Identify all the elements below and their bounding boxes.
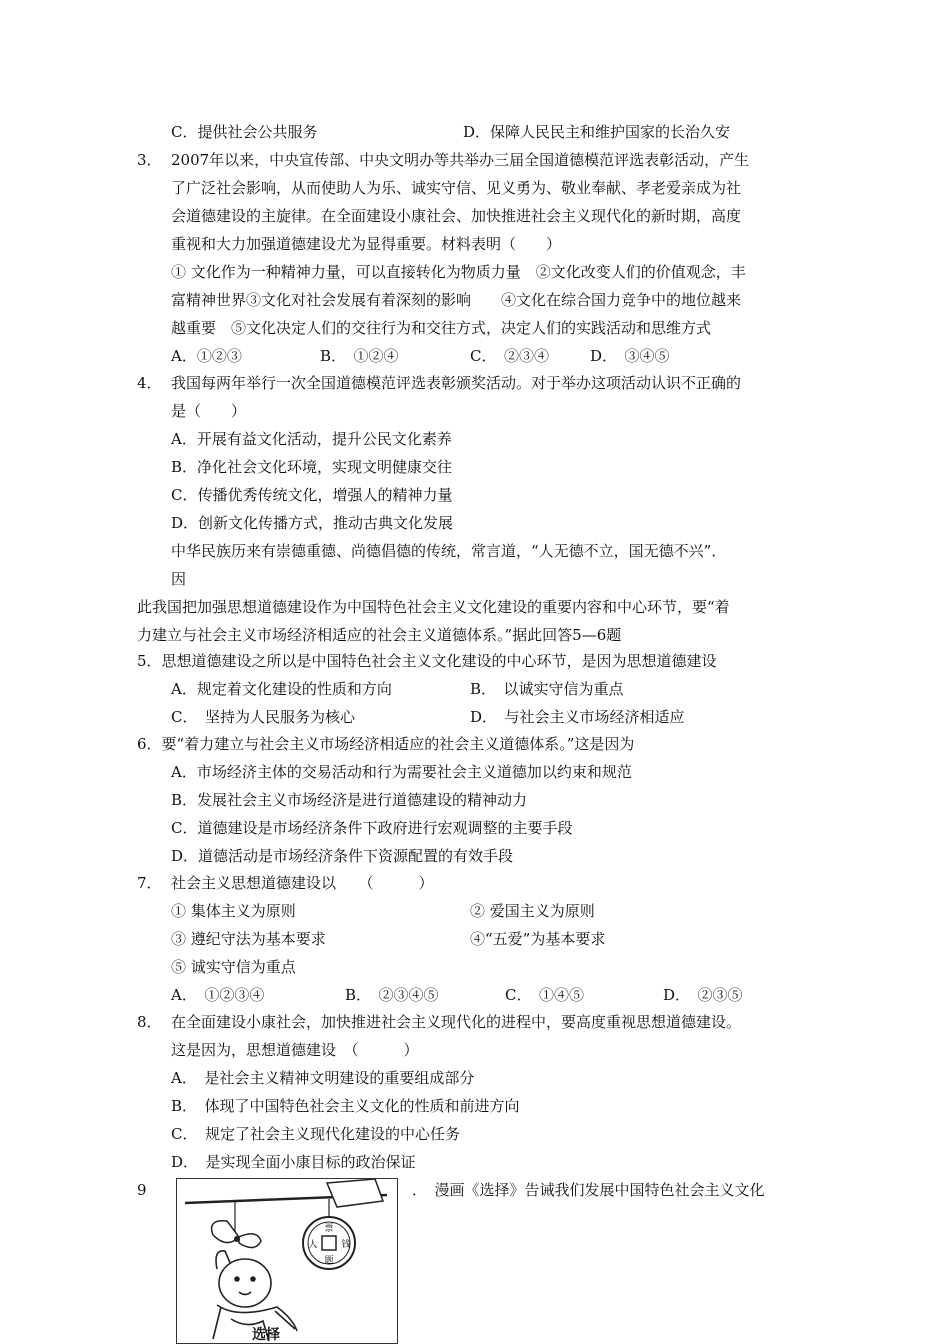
q4-option-a: A．开展有益文化活动，提升公民文化素养: [171, 430, 452, 448]
q3-option-d: D． ③④⑤: [590, 347, 670, 365]
q4-line-2: 是（ ）: [171, 402, 247, 420]
coin-char-bottom: 题: [324, 1256, 334, 1266]
q5-option-c: C． 坚持为人民服务为核心: [171, 708, 355, 726]
coin-char-right: 钱: [341, 1240, 351, 1250]
q5-option-d: D． 与社会主义市场经济相适应: [470, 708, 685, 726]
q2-option-d: D．保障人民民主和维护国家的长治久安: [463, 123, 731, 141]
q3-number: 3．: [137, 151, 162, 169]
q8-line-2: 这是因为，思想道德建设 （ ）: [171, 1041, 419, 1059]
q8-line-1: 在全面建设小康社会，加快推进社会主义现代化的进程中，要高度重视思想道德建设。: [171, 1013, 742, 1031]
q7-statement-4: ④“五爱”为基本要求: [470, 930, 606, 948]
coin-bait: [303, 1217, 355, 1269]
q6-option-c: C．道德建设是市场经济条件下政府进行宏观调整的主要手段: [171, 819, 573, 837]
coin-char-top: 票: [324, 1224, 334, 1234]
q8-option-b: B． 体现了中国特色社会主义文化的性质和前进方向: [171, 1097, 520, 1115]
q3-line-3: 会道德建设的主旋律。在全面建设小康社会、加快推进社会主义现代化的新时期，高度: [171, 207, 742, 225]
q7-line-1: 社会主义思想道德建设以 （ ）: [171, 874, 434, 892]
q8-option-c: C． 规定了社会主义现代化建设的中心任务: [171, 1125, 460, 1143]
q7-option-c: C． ①④⑤: [505, 986, 584, 1004]
cartoon-image: [176, 1178, 398, 1344]
q3-line-4: 重视和大力加强道德建设尤为显得重要。材料表明（ ）: [171, 235, 562, 253]
q4-number: 4．: [137, 374, 162, 392]
cartoon-caption: 选择: [252, 1327, 280, 1343]
q3-statement-1: ① 文化作为一种精神力量，可以直接转化为物质力量 ②文化改变人们的价值观念，丰: [171, 263, 746, 281]
q3-line-1: 2007年以来，中央宣传部、中央文明办等共举办三届全国道德模范评选表彰活动，产生: [171, 151, 750, 169]
fan-bait: [212, 1221, 261, 1248]
q9-number: 9: [137, 1181, 147, 1199]
q3-option-c: C． ②③④: [470, 347, 549, 365]
q7-number: 7．: [137, 874, 162, 892]
q5-option-b: B． 以诚实守信为重点: [470, 680, 624, 698]
q3-statement-3: 越重要 ⑤文化决定人们的交往行为和交往方式，决定人们的实践活动和思维方式: [171, 319, 712, 337]
q3-option-b: B． ①②④: [320, 347, 399, 365]
q8-option-d: D． 是实现全面小康目标的政治保证: [171, 1153, 416, 1171]
coin-char-left: 人: [308, 1240, 318, 1250]
q8-option-a: A． 是社会主义精神文明建设的重要组成部分: [171, 1069, 475, 1087]
passage-line-3: 此我国把加强思想道德建设作为中国特色社会主义文化建设的重要内容和中心环节，要“着: [137, 598, 730, 616]
q3-option-a: A．①②③: [171, 347, 242, 365]
q4-option-d: D．创新文化传播方式，推动古典文化发展: [171, 514, 454, 532]
q5-line-1: 5．思想道德建设之所以是中国特色社会主义文化建设的中心环节，是因为思想道德建设: [137, 652, 717, 670]
q6-option-d: D．道德活动是市场经济条件下资源配置的有效手段: [171, 847, 514, 865]
q2-option-c: C．提供社会公共服务: [171, 123, 318, 141]
q6-option-a: A．市场经济主体的交易活动和行为需要社会主义道德加以约束和规范: [171, 763, 632, 781]
q7-option-a: A． ①②③④: [171, 986, 265, 1004]
hand-holding-rod: [327, 1179, 383, 1207]
q4-line-1: 我国每两年举行一次全国道德模范评选表彰颁奖活动。对于举办这项活动认识不正确的: [171, 374, 742, 392]
q4-option-c: C．传播优秀传统文化，增强人的精神力量: [171, 486, 453, 504]
q7-statement-1: ① 集体主义为原则: [171, 902, 296, 920]
q4-option-b: B．净化社会文化环境，实现文明健康交往: [171, 458, 453, 476]
q9-text: ． 漫画《选择》告诫我们发展中国特色社会主义文化: [412, 1181, 765, 1199]
q3-line-2: 了广泛社会影响，从而使助人为乐、诚实守信、见义勇为、敬业奉献、孝老爱亲成为社: [171, 179, 742, 197]
q7-statement-3: ③ 遵纪守法为基本要求: [171, 930, 326, 948]
passage-line-2: 因: [171, 570, 187, 588]
q5-option-a: A．规定着文化建设的性质和方向: [171, 680, 392, 698]
q7-option-b: B． ②③④⑤: [345, 986, 439, 1004]
q7-statement-2: ② 爱国主义为原则: [470, 902, 595, 920]
passage-line-1: 中华民族历来有崇德重德、尚德倡德的传统，常言道，“人无德不立，国无德不兴”．: [171, 542, 727, 560]
q8-number: 8．: [137, 1013, 162, 1031]
q7-statement-5: ⑤ 诚实守信为重点: [171, 958, 296, 976]
q6-option-b: B．发展社会主义市场经济是进行道德建设的精神动力: [171, 791, 528, 809]
q6-line-1: 6．要“着力建立与社会主义市场经济相适应的社会主义道德体系。”这是因为: [137, 735, 635, 753]
passage-line-4: 力建立与社会主义市场经济相适应的社会主义道德体系。”据此回答5—6题: [137, 626, 622, 644]
q7-option-d: D． ②③⑤: [663, 986, 743, 1004]
q3-statement-2: 富精神世界③文化对社会发展有着深刻的影响 ④文化在综合国力竞争中的地位越来: [171, 291, 742, 309]
